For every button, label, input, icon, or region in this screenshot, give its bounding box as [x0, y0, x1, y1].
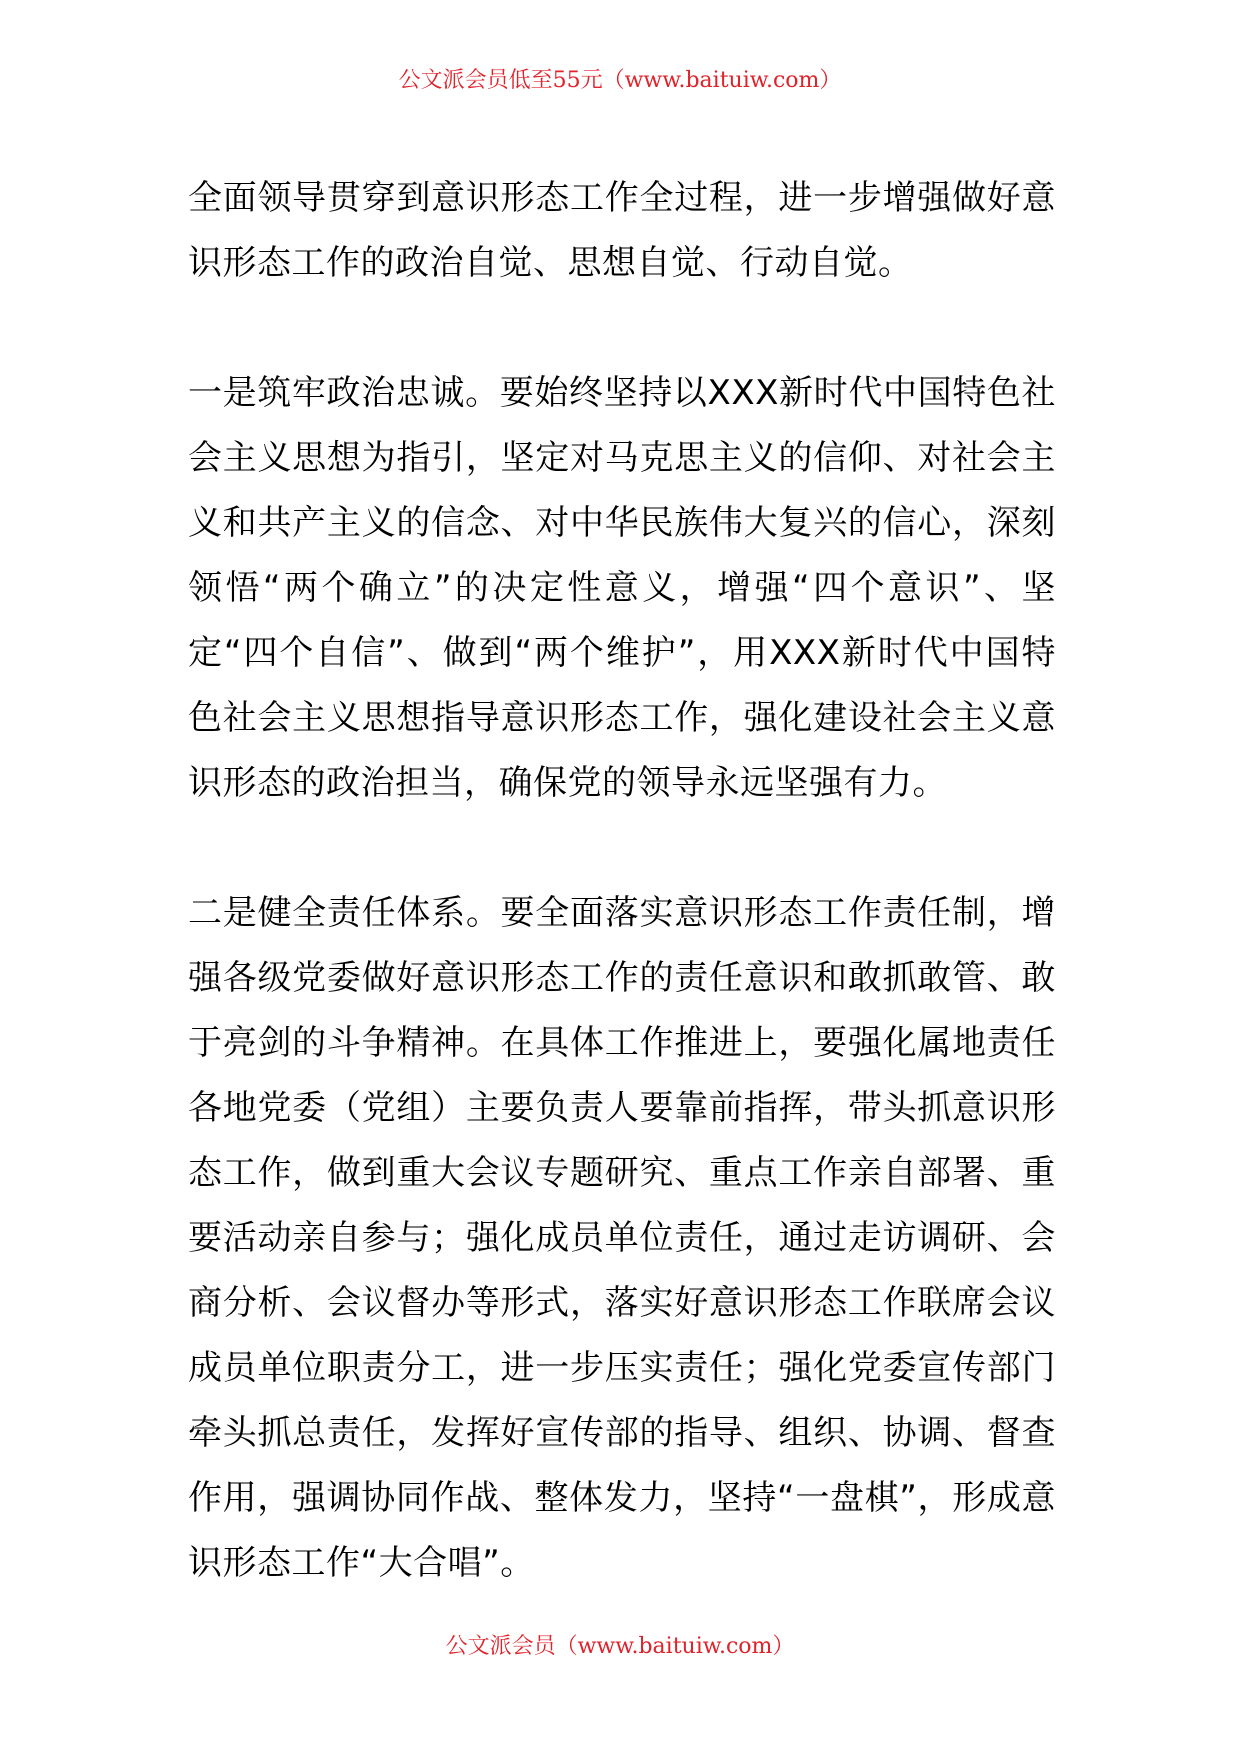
document-body — [188, 166, 1056, 1596]
paragraph-political-loyalty: 一是筑牢政治忠诚。要始终坚持以XXX新时代中国特色社会主义思想为指引，坚定对马克思主义的信仰、对社会主义和共产主义的信念、对中华民族伟大复兴的信心，深刻领悟“两个确立”的决定性意义，增强“四个意识”、坚定“四个自信”、做到“两个维护”，用XXX新时代中国特色社会主义思想指导意识形态工作，强化建设社会主义意识形态的政治担当，确保党的领导永远坚强有力。 — [188, 373, 1056, 803]
paragraph-responsibility-system: 二是健全责任体系。要全面落实意识形态工作责任制，增强各级党委做好意识形态工作的责任意识和敢抓敢管、敢于亮剑的斗争精神。在具体工作推进上，要强化属地责任各地党委（党组）主要负责人要靠前指挥，带头抓意识形态工作，做到重大会议专题研究、重点工作亲自部署、重要活动亲自参与；强化成员单位责任，通过走访调研、会商分析、会议督办等形式，落实好意识形态工作联席会议成员单位职责分工，进一步压实责任；强化党委宣传部门牵头抓总责任，发挥好宣传部的指导、组织、协调、督查作用，强调协同作战、整体发力，坚持“一盘棋”，形成意识形态工作“大合唱”。 — [188, 893, 1056, 1583]
page-header-promo: 公文派会员低至55元（www.baituiw.com） — [398, 68, 842, 93]
paragraph-intro-continuation: 全面领导贯穿到意识形态工作全过程，进一步增强做好意识形态工作的政治自觉、思想自觉、行动自觉。 — [188, 178, 1056, 283]
page-footer-promo: 公文派会员（www.baituiw.com） — [445, 1634, 795, 1659]
